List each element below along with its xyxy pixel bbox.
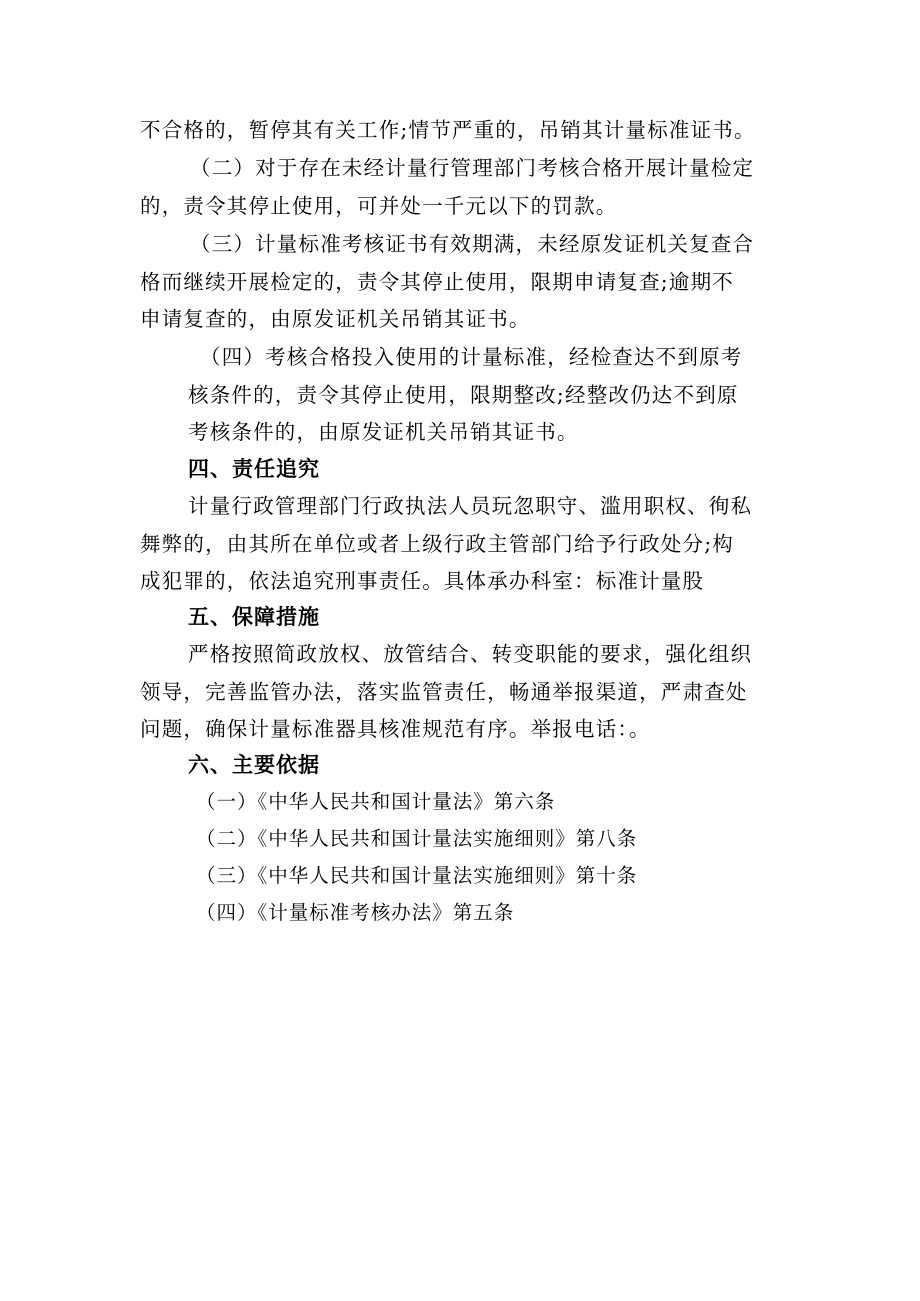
reference-item: （二）《中华人民共和国计量法实施细则》第八条 [196,827,638,850]
paragraph-line: 申请复查的，由原发证机关吊销其证书。 [140,307,531,331]
paragraph-line: 严格按照简政放权、放管结合、转变职能的要求，强化组织 [188,642,753,666]
paragraph-line: 格而继续开展检定的，责令其停止使用，限期申请复查;逾期不 [140,270,735,294]
reference-item: （四）《计量标准考核办法》第五条 [196,901,515,924]
paragraph-line: （四）考核合格投入使用的计量标准，经检查达不到原考 [200,345,743,369]
paragraph-line: 问题，确保计量标准器具核准规范有序。举报电话：。 [140,717,651,741]
paragraph-line: （二）对于存在未经计量行管理部门考核合格开展计量检定 [190,156,755,180]
section-heading-basis: 六、主要依据 [188,753,320,777]
paragraph-line: 核条件的，责令其停止使用，限期整改;经整改仍达不到原 [188,383,739,407]
paragraph-line: 成犯罪的，依法追究刑事责任。具体承办科室：标准计量股 [140,569,705,593]
section-heading-safeguards: 五、保障措施 [188,605,320,629]
reference-item: （三）《中华人民共和国计量法实施细则》第十条 [196,864,638,887]
paragraph-line: 舞弊的，由其所在单位或者上级行政主管部门给予行政处分;构 [140,532,735,556]
paragraph-line: 不合格的，暂停其有关工作;情节严重的，吊销其计量标准证书。 [140,118,756,142]
reference-item: （一）《中华人民共和国计量法》第六条 [196,790,556,813]
paragraph-line: 领导，完善监管办法，落实监管责任，畅通举报渠道，严肃查处 [140,680,748,704]
section-heading-responsibility: 四、责任追究 [188,457,320,481]
paragraph-line: 计量行政管理部门行政执法人员玩忽职守、滥用职权、徇私 [188,494,753,518]
paragraph-line: 考核条件的，由原发证机关吊销其证书。 [188,420,579,444]
paragraph-line: （三）计量标准考核证书有效期满，未经原发证机关复查合 [190,232,755,256]
paragraph-line: 的，责令其停止使用，可并处一千元以下的罚款。 [140,194,618,218]
